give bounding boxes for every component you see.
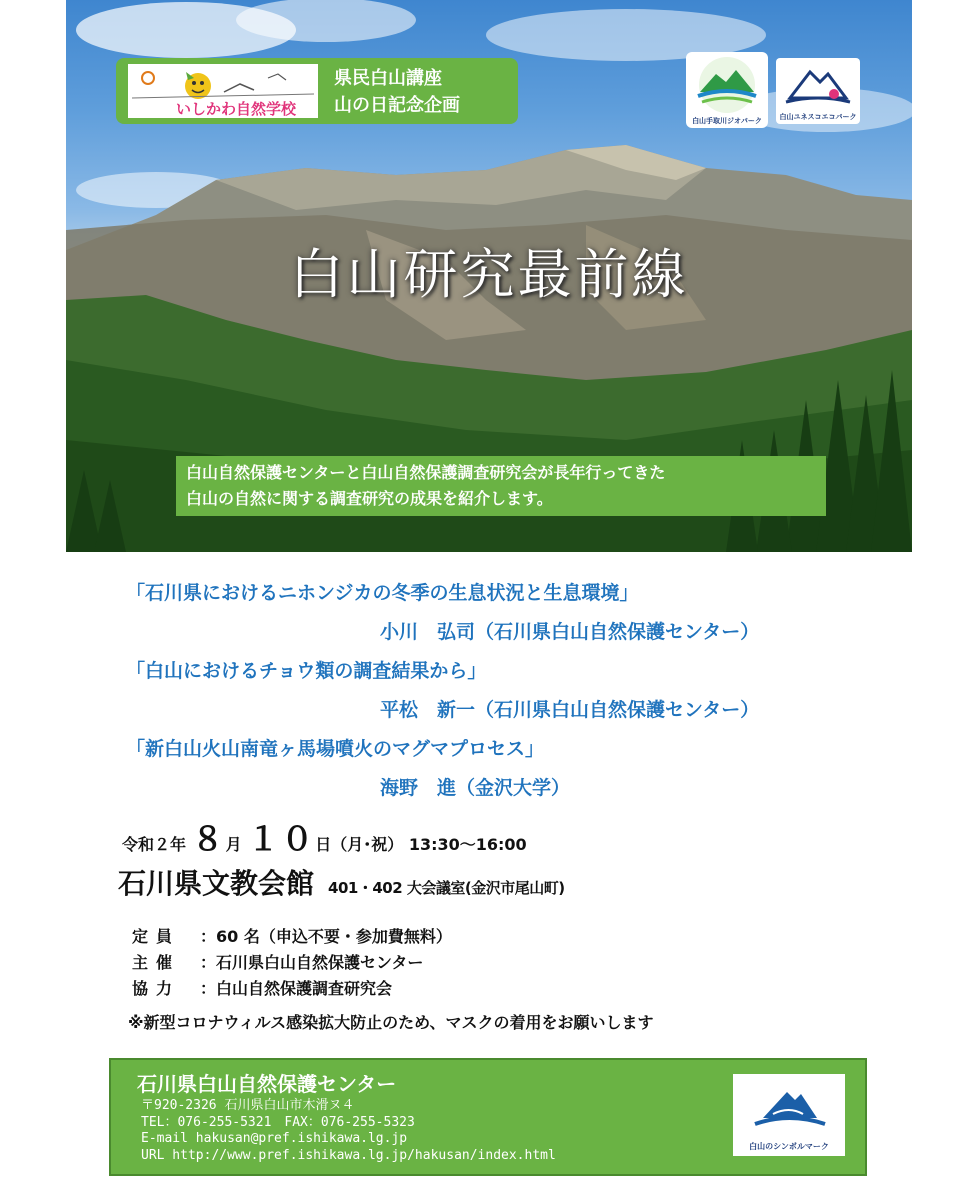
talk-list (126, 574, 886, 808)
info-label: 主催 (132, 953, 181, 972)
ishikawa-nature-school-logo (128, 64, 318, 118)
info-value: ：60 名（申込不要・参加費無料） (200, 927, 452, 946)
talk-title: 「石川県におけるニホンジカの冬季の生息状況と生息環境」 (126, 582, 639, 604)
footer-url[interactable]: URL http://www.pref.ishikawa.lg.jp/hakusan/index.html (141, 1147, 556, 1163)
talk-speaker: 海野 進（金沢大学） (380, 777, 571, 799)
day-number: １０ (247, 820, 316, 858)
ecopark-caption: 白山ユネスコエコパーク (779, 113, 857, 121)
era-year: 令和２年 (122, 835, 187, 854)
venue (118, 862, 565, 902)
footer-email[interactable]: E-mail hakusan@pref.ishikawa.lg.jp (141, 1131, 408, 1146)
hakusan-symbol-mark (733, 1074, 845, 1156)
info-label: 協力 (132, 979, 181, 998)
geopark-logo (686, 52, 768, 128)
info-row-capacity (132, 924, 452, 950)
nature-school-logo-icon (128, 64, 318, 118)
geopark-mountain-icon (686, 52, 768, 118)
symbol-mountain-icon (733, 1074, 845, 1140)
description-box (176, 456, 826, 516)
talk-speaker: 小川 弘司（石川県白山自然保護センター） (380, 621, 760, 643)
description-line-2: 白山の自然に関する調査研究の成果を紹介します。 (186, 489, 553, 508)
event-date (122, 814, 527, 860)
venue-room: 401・402 大会議室(金沢市尾山町) (328, 879, 565, 897)
lecture-badge (116, 58, 518, 124)
ecopark-mountain-icon (776, 58, 860, 114)
page-title: 白山研究最前線 (289, 243, 689, 306)
talk-title: 「新白山火山南竜ヶ馬場噴火のマグマプロセス」 (126, 738, 545, 760)
event-time: 13:30～16:00 (408, 835, 527, 854)
badge-line-2: 山の日記念企画 (334, 95, 460, 116)
info-label: 定員 (132, 927, 181, 946)
covid-notice: ※新型コロナウィルス感染拡大防止のため、マスクの着用をお願いします (128, 1013, 654, 1032)
info-row-organizer (132, 950, 452, 976)
footer-org-name: 石川県白山自然保護センター (137, 1072, 397, 1096)
geopark-caption: 白山手取川ジオパーク (692, 117, 762, 125)
ecopark-logo (776, 58, 860, 124)
description-line-1: 白山自然保護センターと白山自然保護調査研究会が長年行ってきた (186, 463, 666, 482)
symbol-caption: 白山のシンボルマーク (749, 1142, 829, 1151)
footer-contact (111, 1060, 865, 1174)
venue-name: 石川県文教会館 (118, 867, 315, 900)
talk-speaker: 平松 新一（石川県白山自然保護センター） (380, 699, 760, 721)
footer-phone-fax: TEL：076-255-5321 FAX：076-255-5323 (141, 1114, 415, 1130)
footer-address: 〒920-2326 石川県白山市木滑ヌ４ (141, 1098, 355, 1113)
info-value: ：白山自然保護調査研究会 (200, 979, 393, 998)
badge-text (334, 65, 460, 119)
weekday: （月･祝） (331, 835, 404, 854)
info-row-cooperation (132, 976, 452, 1002)
talk-title: 「白山におけるチョウ類の調査結果から」 (126, 660, 487, 682)
month-number: ８ (191, 820, 226, 858)
footer-details (141, 1098, 556, 1164)
badge-line-1: 県民白山講座 (334, 68, 442, 89)
info-value: ：石川県白山自然保護センター (200, 953, 424, 972)
hero-banner (66, 0, 912, 552)
day-unit: 日 (315, 835, 332, 854)
month-unit: 月 (225, 835, 242, 854)
event-info (132, 924, 452, 1002)
svg-text:いしかわ自然学校: いしかわ自然学校 (176, 100, 297, 118)
